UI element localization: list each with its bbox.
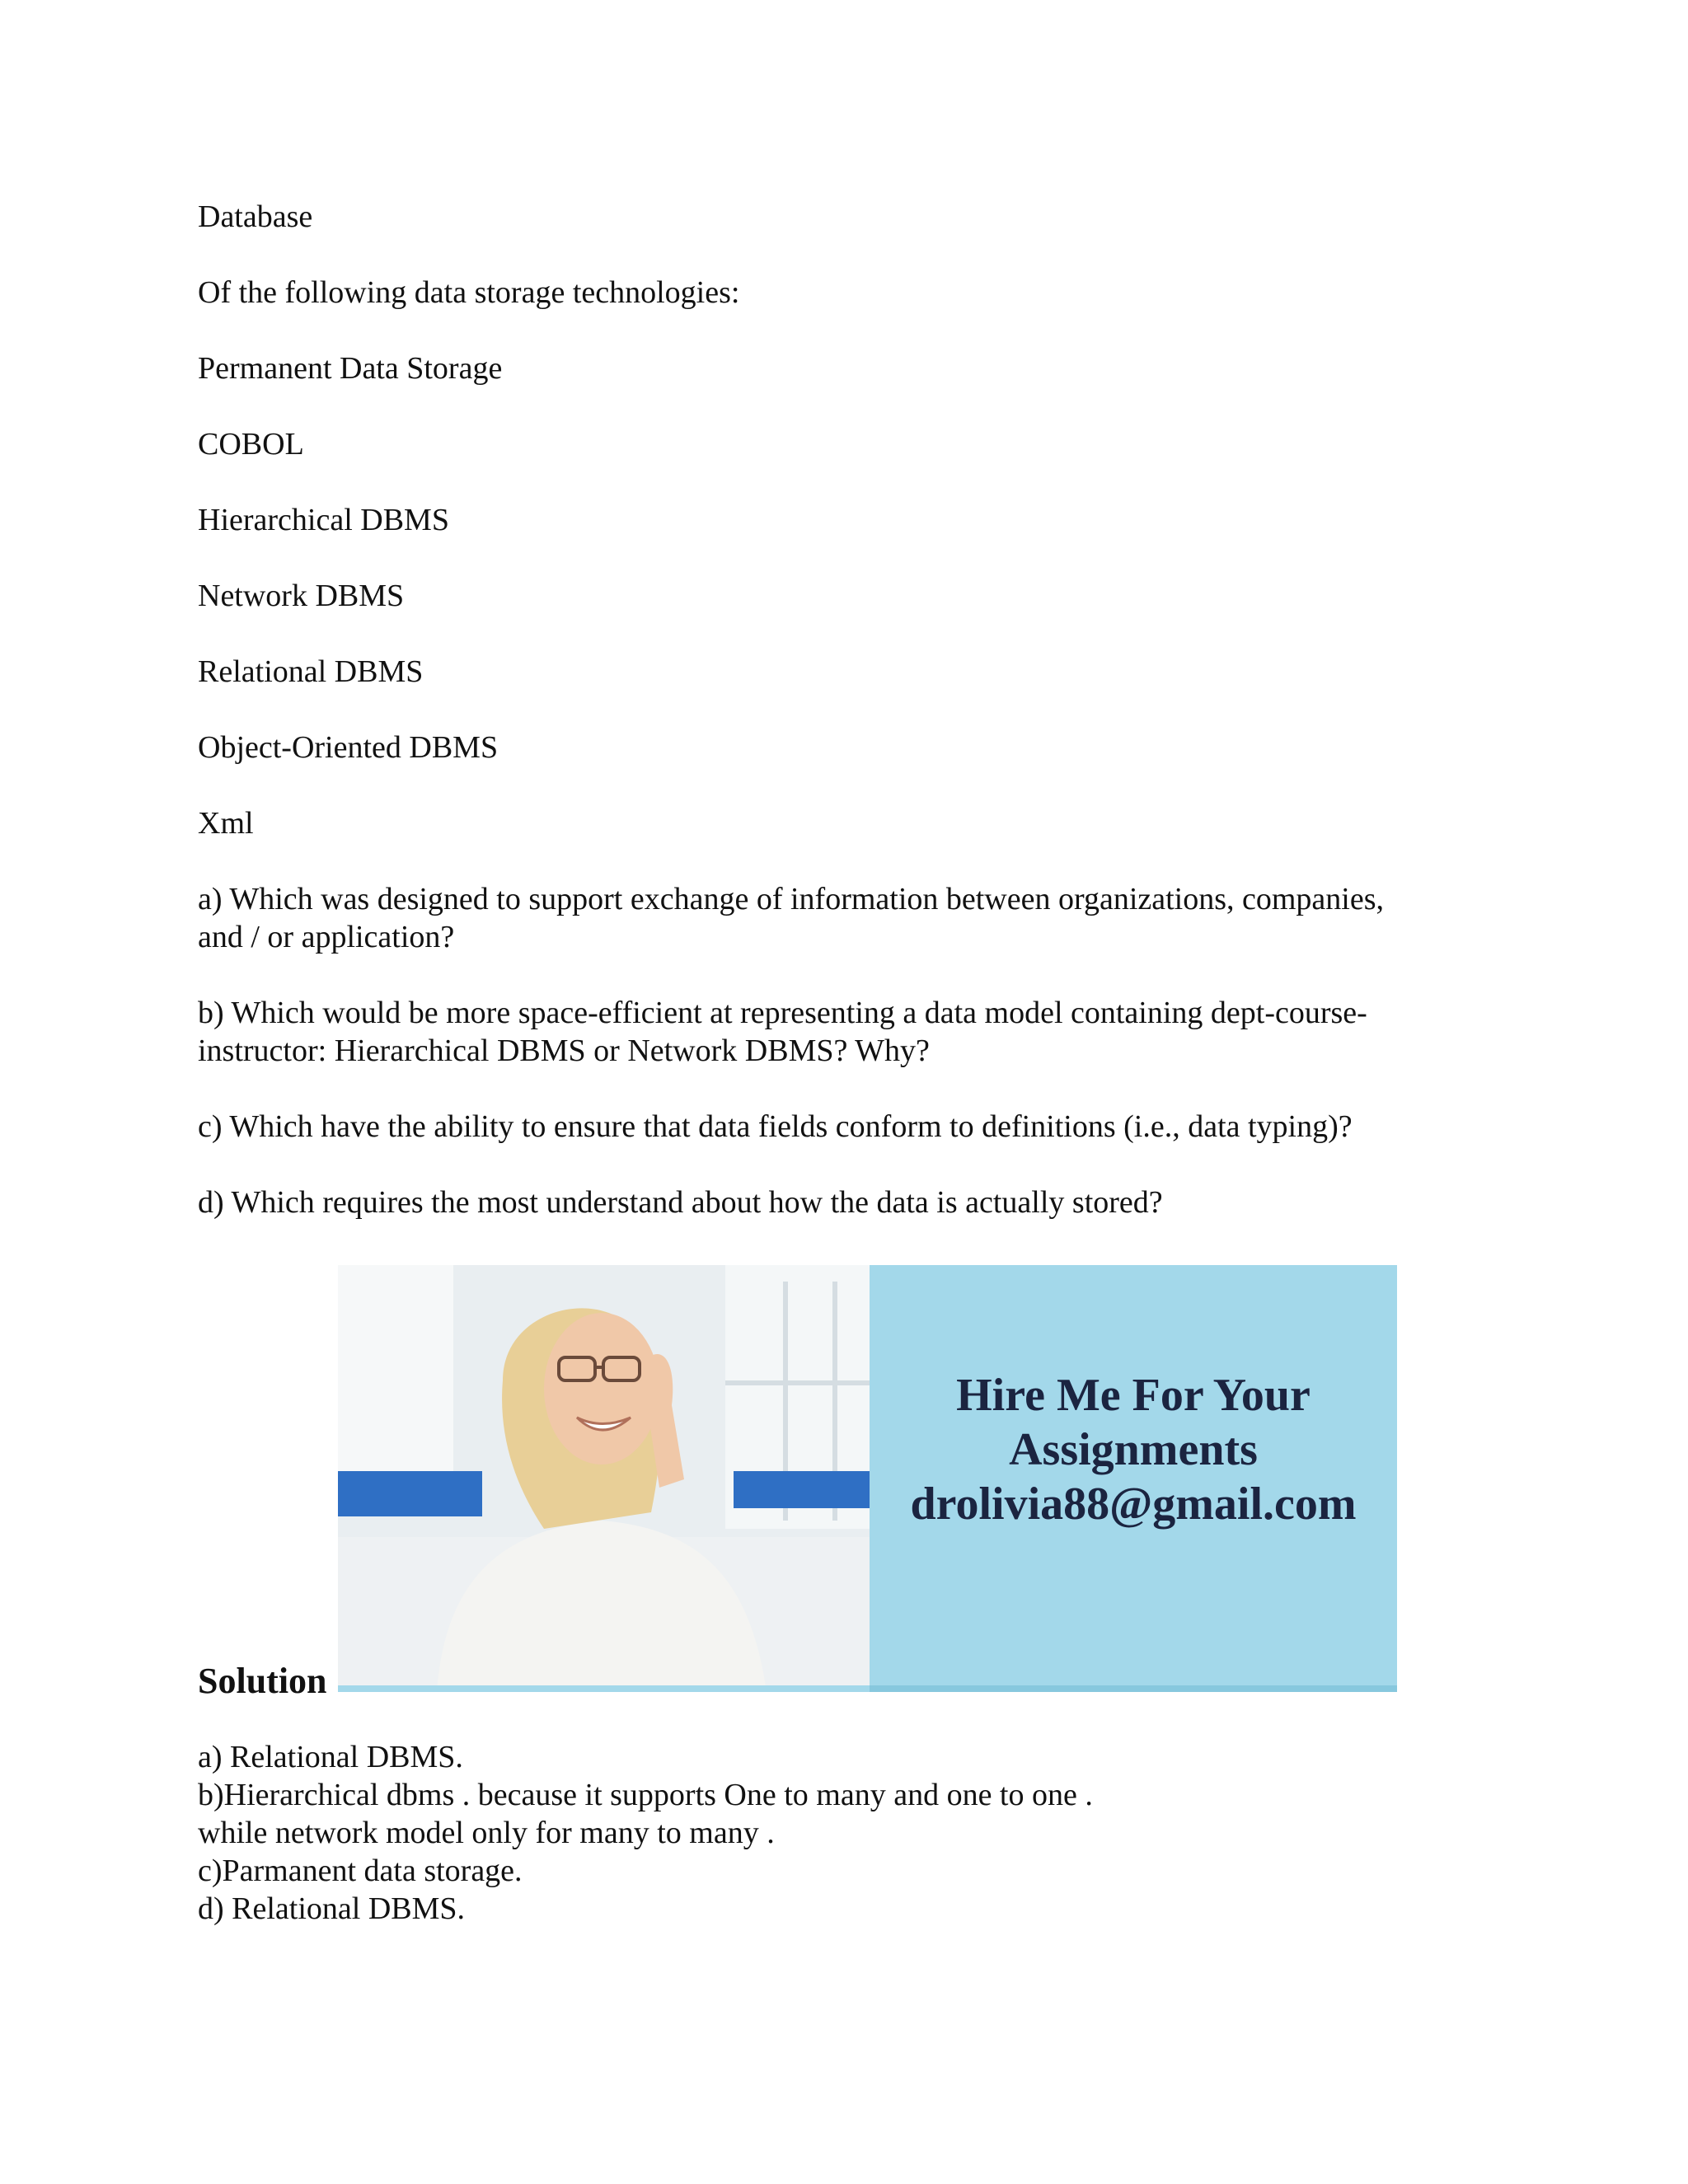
technology-item: Permanent Data Storage bbox=[198, 351, 503, 386]
technology-item: Network DBMS bbox=[198, 579, 405, 613]
ad-text-panel bbox=[870, 1265, 1397, 1692]
answer-line: c)Parmanent data storage. bbox=[198, 1854, 523, 1888]
intro-text: Of the following data storage technologies: bbox=[198, 275, 740, 310]
question-d: d) Which requires the most understand about how the data is actually stored? bbox=[198, 1185, 1163, 1220]
answer-line: a) Relational DBMS. bbox=[198, 1740, 463, 1774]
ad-bottom-strip bbox=[870, 1685, 1397, 1692]
technology-item: COBOL bbox=[198, 427, 304, 462]
answer-line: b)Hierarchical dbms . because it supports One to many and one to one . bbox=[198, 1778, 1093, 1812]
question-a-line2: and / or application? bbox=[198, 920, 455, 954]
question-b-line2: instructor: Hierarchical DBMS or Network DBMS? Why? bbox=[198, 1033, 930, 1068]
technology-item: Relational DBMS bbox=[198, 654, 424, 689]
technology-item: Object-Oriented DBMS bbox=[198, 730, 499, 765]
technology-item: Xml bbox=[198, 806, 254, 841]
question-a-line1: a) Which was designed to support exchange of information between organizations, companies, bbox=[198, 882, 1385, 916]
document-title: Database bbox=[198, 199, 313, 234]
advertisement-banner[interactable] bbox=[338, 1265, 1397, 1692]
ad-headline-line1: Hire Me For Your bbox=[956, 1370, 1311, 1421]
technology-item: Hierarchical DBMS bbox=[198, 503, 449, 537]
solution-heading: Solution bbox=[198, 1661, 327, 1701]
question-b-line1: b) Which would be more space-efficient at representing a data model containing dept-course- bbox=[198, 996, 1367, 1030]
ad-email: drolivia88@gmail.com bbox=[910, 1479, 1357, 1530]
answer-line: while network model only for many to many . bbox=[198, 1816, 775, 1850]
ad-headline-line2: Assignments bbox=[1009, 1424, 1258, 1475]
question-c: c) Which have the ability to ensure that data fields conform to definitions (i.e., data typing)? bbox=[198, 1109, 1353, 1144]
woman-photo-image bbox=[338, 1265, 870, 1692]
answer-line: d) Relational DBMS. bbox=[198, 1891, 466, 1926]
